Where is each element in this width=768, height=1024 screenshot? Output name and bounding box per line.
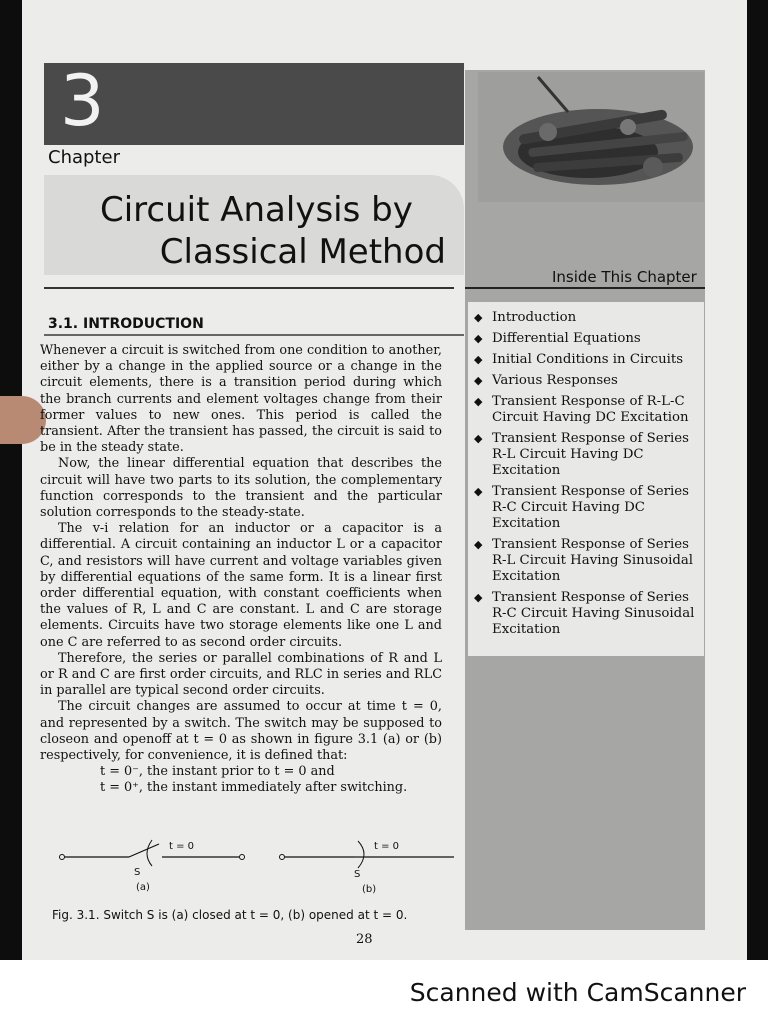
switch-figure — [34, 832, 454, 894]
switch-b-label: S — [354, 869, 361, 880]
chapter-title-line1: Circuit Analysis by — [100, 190, 413, 230]
title-divider — [44, 287, 454, 289]
chapter-number-box — [44, 63, 464, 145]
figure-caption: Fig. 3.1. Switch S is (a) closed at t = 0, (b) opened at t = 0. — [52, 908, 408, 922]
contents-item: ◆ Transient Response of R-L-C Circuit Having DC Excitation — [472, 394, 702, 426]
contents-item: ◆ Transient Response of Series R-C Circuit Having Sinusoidal Excitation — [472, 590, 702, 638]
sidebar-divider — [465, 287, 705, 289]
equation-line: t = 0⁺, the instant immediately after switching. — [100, 780, 408, 796]
robot-hand-image — [478, 72, 704, 202]
contents-item: ◆ Introduction — [472, 310, 702, 326]
paragraph: Therefore, the series or parallel combinations of R and L or R and C are first order circuits, and RLC in series and RLC in parallel are typical second order circuits. — [40, 650, 442, 699]
contents-item: ◆ Transient Response of Series R-C Circuit Having DC Excitation — [472, 484, 702, 532]
figure-label-a: (a) — [136, 882, 150, 893]
figure-label-b: (b) — [362, 884, 377, 894]
contents-item: ◆ Initial Conditions in Circuits — [472, 352, 702, 368]
equation-line: t = 0⁻, the instant prior to t = 0 and — [100, 764, 335, 780]
switch-a-label: S — [134, 867, 141, 878]
contents-item: ◆ Differential Equations — [472, 331, 702, 347]
section-divider — [44, 334, 464, 336]
switch-b-time-label: t = 0 — [374, 841, 400, 852]
chapter-word: Chapter — [48, 147, 120, 168]
chapter-number: 3 — [60, 60, 105, 142]
paragraph: Now, the linear differential equation that describes the circuit will have two parts to its solution, the complementary function corresponds to the transient and the particular solution corresponds to the steady-state. — [40, 456, 442, 521]
contents-item: ◆ Transient Response of Series R-L Circuit Having DC Excitation — [472, 431, 702, 479]
switch-a-diagram — [60, 840, 245, 893]
inside-chapter-label: Inside This Chapter — [552, 268, 697, 286]
switch-b-diagram — [280, 841, 455, 894]
section-body — [40, 343, 442, 797]
paragraph: The circuit changes are assumed to occur at time t = 0, and represented by a switch. The switch may be supposed to closeon and openoff at t = 0 as shown in figure 3.1 (a) or (b) respectively, for convenience, it is defined that: — [40, 699, 442, 764]
chapter-title-line2: Classical Method — [159, 232, 446, 272]
contents-item: ◆ Transient Response of Series R-L Circuit Having Sinusoidal Excitation — [472, 537, 702, 585]
chapter-contents-list — [472, 310, 702, 643]
scanner-watermark: Scanned with CamScanner — [409, 978, 746, 1007]
section-heading: 3.1. INTRODUCTION — [48, 316, 204, 332]
contents-item: ◆ Various Responses — [472, 373, 702, 389]
switch-a-time-label: t = 0 — [169, 841, 195, 852]
paragraph: Whenever a circuit is switched from one condition to another, either by a change in the applied source or a change in the circuit elements, there is a transition period during which the branch currents and element voltages change from their former values to new ones. This period is called the transient. After the transient has passed, the circuit is said to be in the steady state. — [40, 343, 442, 456]
page-number: 28 — [356, 932, 373, 947]
paragraph: The v-i relation for an inductor or a capacitor is a differential. A circuit containing an inductor L or a capacitor C, and resistors will have current and voltage variables given by differential equations of the same form. It is a linear first order differential equation, with constant coefficients when the values of R, L and C are constant. L and C are storage elements. Circuits have two storage elements like one L and one C are referred to as second order circuits. — [40, 521, 442, 650]
